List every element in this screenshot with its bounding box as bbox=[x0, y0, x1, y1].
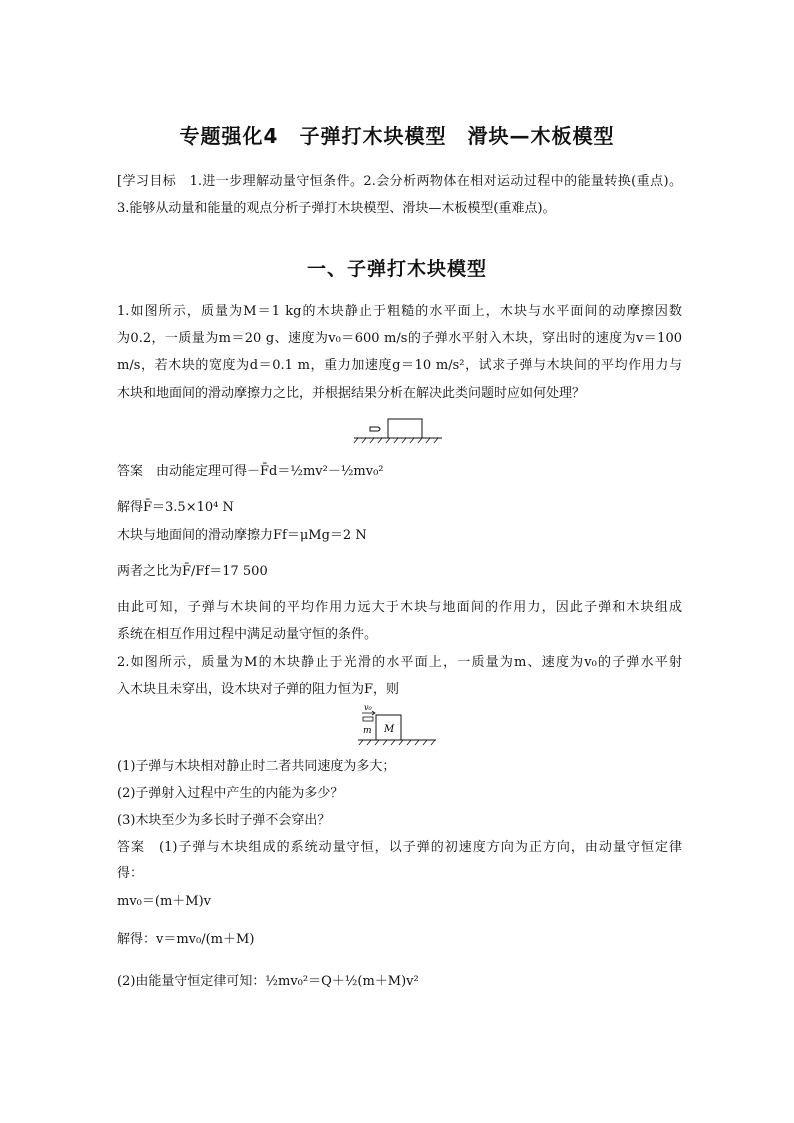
q1-line-4: 木块和地面间的滑动摩擦力之比，并根据结果分析在解决此类问题时应如何处理？ bbox=[117, 386, 586, 401]
bullet-block-figure-1 bbox=[352, 414, 444, 444]
a2-line-5: (2)由能量守恒定律可知：½mv₀²＝Q＋½(m＋M)v² bbox=[117, 974, 419, 989]
section-title: 一、子弹打木块模型 bbox=[306, 258, 487, 280]
q1-line-3: m/s，若木块的宽度为d＝0.1 m，重力加速度g＝10 m/s²，试求子弹与木块间的平均作用力与 bbox=[117, 358, 682, 373]
a1-line-4: 两者之比为F̄/Ff＝17 500 bbox=[117, 564, 268, 579]
objectives-line-2: 3.能够从动量和能量的观点分析子弹打木块模型、滑块—木板模型(重难点)。 bbox=[117, 201, 556, 216]
a1-line-3: 木块与地面间的滑动摩擦力Ff＝μMg＝2 N bbox=[117, 528, 367, 543]
a1-line-1-text: 答案 由动能定理可得－F̄d＝½mv²－½mv₀² bbox=[117, 464, 384, 479]
a1-line-2: 解得F̄＝3.5×10⁴ N bbox=[117, 500, 234, 515]
ground-hatch-icon bbox=[354, 438, 442, 443]
bullet-block-figure-2 bbox=[356, 702, 438, 746]
wood-block bbox=[388, 419, 422, 438]
objectives-line-1: [学习目标 1.进一步理解动量守恒条件。2.会分析两物体在相对运动过程中的能量转换(重点)。 bbox=[117, 174, 682, 189]
q1-line-2: 为0.2，一质量为m＝20 g、速度为v₀＝600 m/s的子弹水平射入木块，穿出时的速度为v＝100 bbox=[117, 331, 682, 346]
bullet-icon bbox=[370, 427, 380, 431]
ground-hatch-icon bbox=[358, 740, 436, 745]
q2-line-1: 2.如图所示，质量为M的木块静止于光滑的水平面上，一质量为m、速度为v₀的子弹水平射 bbox=[117, 655, 682, 670]
fig2-M-label: M bbox=[384, 724, 395, 735]
q2-part-3: (3)木块至少为多长时子弹不会穿出？ bbox=[117, 813, 331, 828]
page-title: 专题强化4 子弹打木块模型 滑块—木板模型 bbox=[179, 124, 615, 148]
fig2-m-label: m bbox=[363, 726, 372, 736]
a2-line-4: 解得：v＝mv₀/(m＋M) bbox=[117, 932, 255, 947]
bullet-icon bbox=[363, 717, 373, 721]
a2-line-1: 答案 (1)子弹与木块组成的系统动量守恒，以子弹的初速度方向为正方向，由动量守恒定律 bbox=[117, 840, 682, 855]
a1-line-5: 由此可知，子弹与木块间的平均作用力远大于木块与地面间的作用力，因此子弹和木块组成 bbox=[117, 600, 682, 615]
a2-line-3: mv₀＝(m＋M)v bbox=[117, 894, 212, 909]
a1-line-1 bbox=[117, 462, 682, 496]
q1-line-1: 1.如图所示，质量为M＝1 kg的木块静止于粗糙的水平面上，木块与水平面间的动摩擦因数 bbox=[117, 304, 682, 319]
q2-line-2: 入木块且未穿出，设木块对子弹的阻力恒为F，则 bbox=[117, 682, 400, 697]
q2-part-2: (2)子弹射入过程中产生的内能为多少？ bbox=[117, 786, 344, 801]
q2-part-1: (1)子弹与木块相对静止时二者共同速度为多大； bbox=[117, 759, 396, 774]
a2-line-2: 得： bbox=[117, 866, 144, 881]
fig2-v-label: v₀ bbox=[364, 703, 372, 712]
a1-line-6: 系统在相互作用过程中满足动量守恒的条件。 bbox=[117, 627, 378, 642]
